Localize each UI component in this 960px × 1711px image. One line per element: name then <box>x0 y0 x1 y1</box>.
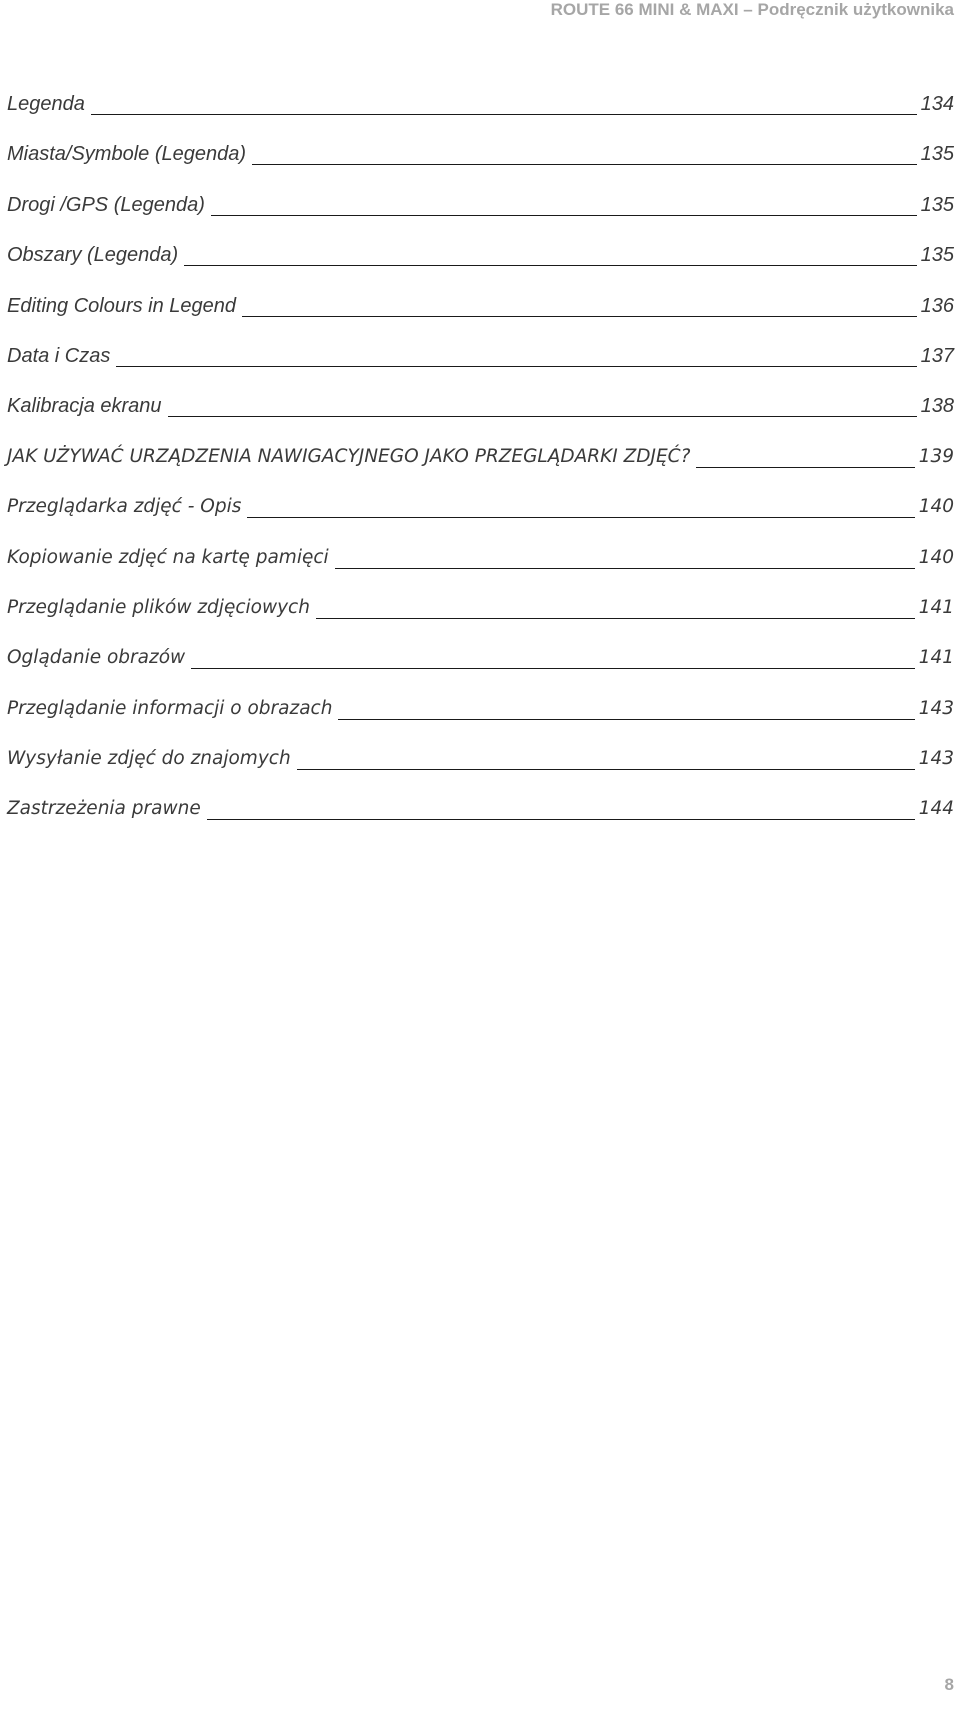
toc-leader-line <box>696 445 914 468</box>
toc-entry-page: 141 <box>918 647 954 669</box>
toc-entry[interactable] <box>7 747 954 797</box>
toc-entry[interactable] <box>7 495 954 545</box>
toc-entry-title: Wysyłanie zdjęć do znajomych <box>7 748 291 770</box>
table-of-contents <box>7 92 954 848</box>
toc-entry[interactable] <box>7 697 954 747</box>
toc-leader-line <box>338 697 914 720</box>
toc-leader-line <box>252 142 917 165</box>
toc-leader-line <box>207 797 915 820</box>
toc-entry-page: 143 <box>918 697 954 719</box>
toc-leader-line <box>316 596 915 619</box>
toc-entry[interactable] <box>7 646 954 696</box>
toc-entry-title: Oglądanie obrazów <box>7 647 186 669</box>
toc-entry[interactable] <box>7 344 954 394</box>
toc-entry-page: 141 <box>918 596 954 618</box>
toc-entry[interactable] <box>7 445 954 495</box>
toc-leader-line <box>211 193 917 216</box>
toc-leader-line <box>335 546 915 569</box>
toc-leader-line <box>184 243 916 266</box>
toc-leader-line <box>242 294 917 317</box>
toc-entry-title: Przeglądarka zdjęć - Opis <box>7 496 242 518</box>
toc-entry-page: 135 <box>920 244 954 267</box>
toc-entry-page: 136 <box>920 294 954 317</box>
toc-entry-page: 140 <box>918 546 954 568</box>
toc-entry-page: 137 <box>920 344 954 367</box>
toc-entry-page: 140 <box>918 496 954 518</box>
toc-leader-line <box>116 344 916 367</box>
toc-leader-line <box>168 394 917 417</box>
toc-entry-title: Drogi /GPS (Legenda) <box>7 193 205 216</box>
toc-entry-title: Zastrzeżenia prawne <box>7 798 201 820</box>
page-header: ROUTE 66 MINI & MAXI – Podręcznik użytkownika <box>550 0 954 19</box>
toc-entry-title: JAK UŻYWAĆ URZĄDZENIA NAWIGACYJNEGO JAKO PRZEGLĄDARKI ZDJĘĆ? <box>7 445 691 467</box>
toc-entry[interactable] <box>7 142 954 192</box>
toc-entry-page: 143 <box>918 748 954 770</box>
toc-entry-page: 138 <box>920 395 954 418</box>
toc-entry[interactable] <box>7 92 954 142</box>
toc-entry-title: Miasta/Symbole (Legenda) <box>7 143 247 166</box>
toc-entry[interactable] <box>7 243 954 293</box>
toc-entry-page: 144 <box>918 798 954 820</box>
toc-entry[interactable] <box>7 193 954 243</box>
toc-entry-title: Obszary (Legenda) <box>7 244 179 267</box>
toc-entry-title: Kalibracja ekranu <box>7 395 162 418</box>
toc-entry[interactable] <box>7 546 954 596</box>
toc-leader-line <box>91 92 917 115</box>
toc-entry-title: Editing Colours in Legend <box>7 294 237 317</box>
toc-entry[interactable] <box>7 294 954 344</box>
page-number: 8 <box>944 1675 954 1694</box>
toc-entry-page: 139 <box>918 445 954 467</box>
toc-entry-page: 135 <box>920 143 954 166</box>
toc-entry[interactable] <box>7 797 954 847</box>
toc-entry-page: 134 <box>920 93 954 115</box>
toc-entry[interactable] <box>7 394 954 444</box>
toc-entry-title: Kopiowanie zdjęć na kartę pamięci <box>7 546 329 568</box>
toc-leader-line <box>247 495 914 518</box>
toc-entry-title: Przeglądanie informacji o obrazach <box>7 697 333 719</box>
toc-entry-title: Data i Czas <box>7 344 111 367</box>
toc-entry[interactable] <box>7 596 954 646</box>
toc-entry-title: Legenda <box>7 93 85 115</box>
toc-leader-line <box>191 646 915 669</box>
toc-entry-title: Przeglądanie plików zdjęciowych <box>7 596 310 618</box>
toc-leader-line <box>297 747 915 770</box>
toc-entry-page: 135 <box>920 193 954 216</box>
